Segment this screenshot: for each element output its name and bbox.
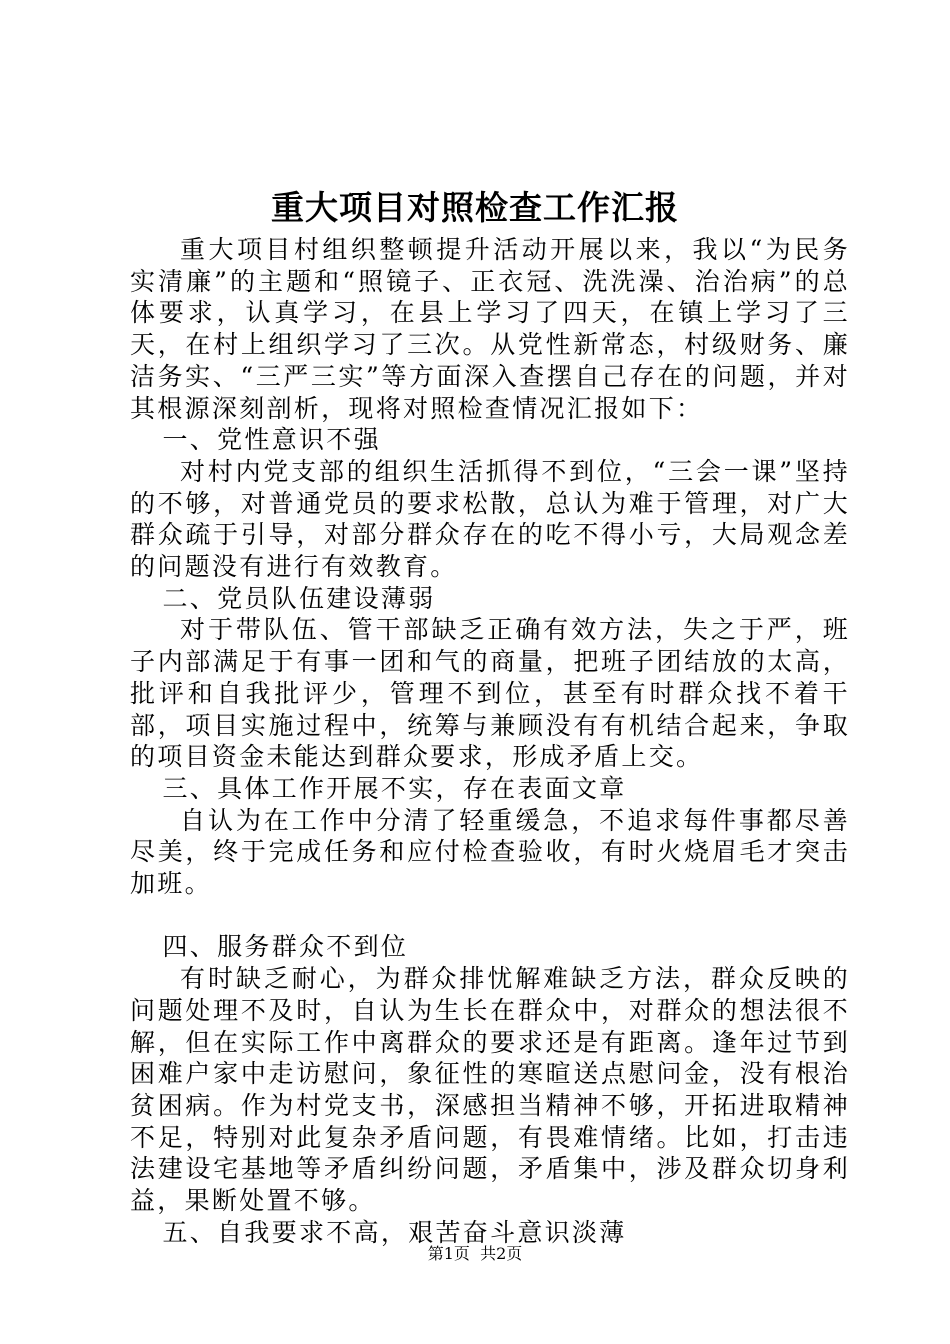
paragraph-section-2: 对于带队伍、管干部缺乏正确有效方法，失之于严，班子内部满足于有事一团和气的商量，把班子团结放的太高，批评和自我批评少，管理不到位，甚至有时群众找不着干部，项目实施过程中，统筹与兼顾没有有机结合起来，争取的项目资金未能达到群众要求，形成矛盾上交。	[130, 615, 850, 772]
page-title: 重大项目对照检查工作汇报	[271, 188, 679, 227]
document-body	[130, 234, 850, 1248]
paragraph-section-4: 有时缺乏耐心，为群众排忧解难缺乏方法，群众反映的问题处理不及时，自认为生长在群众中，对群众的想法很不解，但在实际工作中离群众的要求还是有距离。逢年过节到困难户家中走访慰问，象征性的寒暄送点慰问金，没有根治贫困病。作为村党支书，深感担当精神不够，开拓进取精神不足，特别对此复杂矛盾问题，有畏难情绪。比如，打击违法建设宅基地等矛盾纠纷问题，矛盾集中，涉及群众切身利益，果断处置不够。	[130, 964, 850, 1216]
section-heading-4: 四、服务群众不到位	[162, 932, 409, 962]
paragraph-section-1: 对村内党支部的组织生活抓得不到位，“三会一课”坚持的不够，对普通党员的要求松散，总认为难于管理，对广大群众疏于引导，对部分群众存在的吃不得小亏，大局观念差的问题没有进行有效教育。	[130, 456, 850, 582]
section-heading-2: 二、党员队伍建设薄弱	[162, 583, 436, 613]
section-heading-1: 一、党性意识不强	[162, 425, 381, 455]
section-heading-3: 三、具体工作开展不实，存在表面文章	[162, 773, 627, 803]
page-footer: 第1页 共2页	[427, 1244, 523, 1263]
section-heading-5: 五、自我要求不高，艰苦奋斗意识淡薄	[162, 1217, 627, 1247]
paragraph-section-3: 自认为在工作中分清了轻重缓急，不追求每件事都尽善尽美，终于完成任务和应付检查验收，有时火烧眉毛才突击加班。	[130, 805, 850, 899]
paragraph-intro: 重大项目村组织整顿提升活动开展以来，我以“为民务实清廉”的主题和“照镜子、正衣冠、洗洗澡、治治病”的总体要求，认真学习，在县上学习了四天，在镇上学习了三天，在村上组织学习了三次。从党性新常态，村级财务、廉洁务实、“三严三实”等方面深入查摆自己存在的问题，并对其根源深刻剖析，现将对照检查情况汇报如下：	[130, 235, 850, 423]
